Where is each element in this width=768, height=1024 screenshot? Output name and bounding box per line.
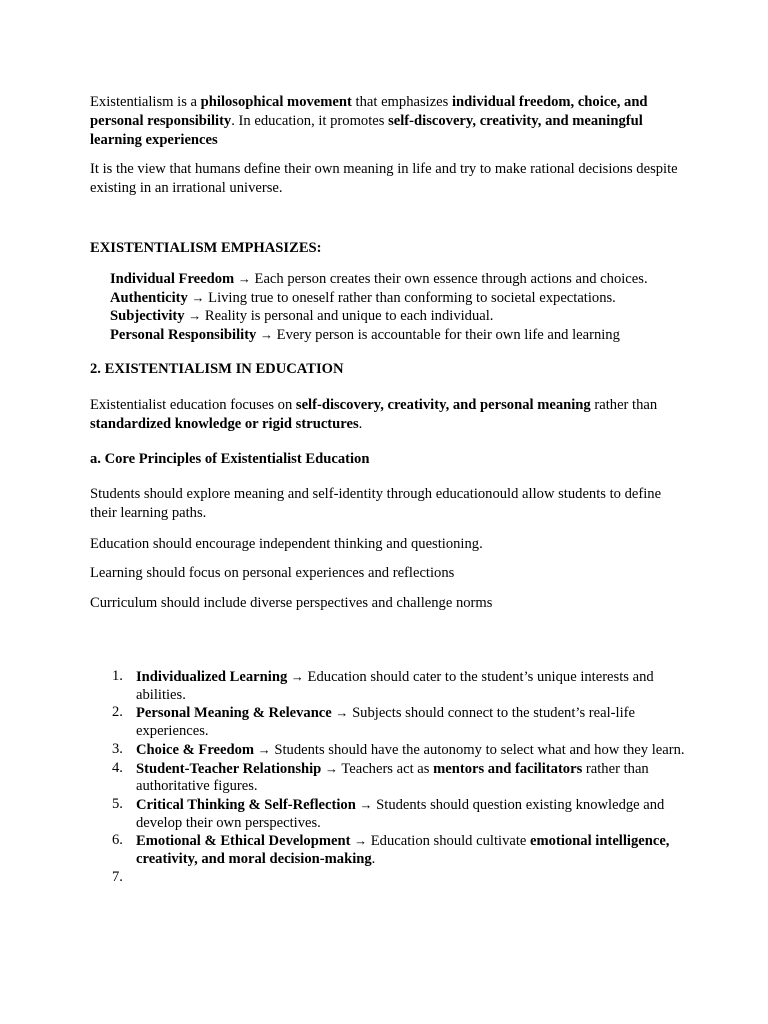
emphasizes-item xyxy=(110,307,710,326)
list-desc: Students should question existing knowledge and develop their own perspectives. xyxy=(136,796,665,831)
education-text-3: . xyxy=(358,416,363,432)
list-desc: Teachers act as xyxy=(337,760,434,777)
intro-bold-3: self-discovery, creativity, and meaningful learning experiences xyxy=(90,113,643,148)
arrow-icon: → xyxy=(237,271,251,286)
arrow-icon: → xyxy=(260,327,274,343)
list-number: 2. xyxy=(112,704,123,721)
intro-bold-2: individual freedom, choice, and personal responsibility xyxy=(90,94,648,129)
arrow-icon: → xyxy=(257,741,271,757)
arrow-icon: → xyxy=(359,796,373,812)
list-term: Student-Teacher Relationship xyxy=(136,760,322,777)
intro-bold-1: philosophical movement xyxy=(200,94,352,110)
emphasizes-item xyxy=(110,289,710,308)
intro-paragraph xyxy=(90,93,690,150)
list-number: 1. xyxy=(112,668,123,684)
list-item xyxy=(100,832,690,868)
arrow-icon: → xyxy=(188,308,202,324)
list-desc: Students should have the autonomy to select what and how they learn. xyxy=(270,741,685,758)
arrow-icon: → xyxy=(354,833,368,849)
principle-paragraph: Students should explore meaning and self-identity through educationould allow students to define their learning paths. xyxy=(90,486,662,521)
emphasizes-term: Authenticity xyxy=(110,289,188,306)
definition-paragraph: It is the view that humans define their own meaning in life and try to make rational decisions despite existing in an irrational universe. xyxy=(90,161,678,196)
list-number: 6. xyxy=(112,832,123,849)
principle-paragraph: Education should encourage independent thinking and questioning. xyxy=(90,536,483,552)
education-heading: 2. EXISTENTIALISM IN EDUCATION xyxy=(90,361,344,377)
intro-text-3: . In education, it promotes xyxy=(231,113,389,129)
list-number: 7. xyxy=(112,868,123,885)
education-text-1: Existentialist education focuses on xyxy=(90,397,296,413)
emphasizes-term: Individual Freedom xyxy=(110,271,235,287)
emphasizes-item xyxy=(110,270,710,289)
emphasizes-desc: Every person is accountable for their own life and learning xyxy=(273,327,620,344)
intro-text-2: that emphasizes xyxy=(351,94,452,110)
emphasizes-term: Personal Responsibility xyxy=(110,327,257,344)
list-item xyxy=(100,741,690,760)
numbered-list xyxy=(100,668,690,886)
emphasizes-list xyxy=(110,270,710,345)
list-item xyxy=(100,704,690,740)
emphasizes-desc: Living true to oneself rather than conforming to societal expectations. xyxy=(204,289,616,306)
education-text-2: rather than xyxy=(590,397,658,413)
education-bold-1: self-discovery, creativity, and personal meaning xyxy=(295,397,591,413)
principle-paragraph: Learning should focus on personal experiences and reflections xyxy=(90,565,455,581)
list-item xyxy=(100,760,690,796)
list-term: Personal Meaning & Relevance xyxy=(136,705,332,722)
intro-text-1: Existentialism is a xyxy=(90,94,201,110)
list-number: 4. xyxy=(112,759,123,776)
emphasizes-item xyxy=(110,326,710,345)
list-term: Choice & Freedom xyxy=(136,741,255,758)
list-term: Emotional & Ethical Development xyxy=(136,833,351,850)
principle-paragraph: Curriculum should include diverse perspectives and challenge norms xyxy=(90,595,493,611)
arrow-icon: → xyxy=(324,760,338,776)
list-desc: Subjects should connect to the student’s real-life experiences. xyxy=(136,705,635,740)
list-item xyxy=(100,796,690,832)
arrow-icon: → xyxy=(290,669,304,684)
list-number: 5. xyxy=(112,795,123,812)
list-desc-2: . xyxy=(371,851,376,868)
arrow-icon: → xyxy=(191,289,205,305)
emphasizes-heading: EXISTENTIALISM EMPHASIZES: xyxy=(90,240,322,256)
emphasizes-desc: Each person creates their own essence through actions and choices. xyxy=(250,271,648,287)
list-desc: Education should cultivate xyxy=(367,833,531,850)
arrow-icon: → xyxy=(335,705,349,721)
list-bold: mentors and facilitators xyxy=(433,760,583,777)
core-principles-heading: a. Core Principles of Existentialist Education xyxy=(90,451,370,467)
emphasizes-term: Subjectivity xyxy=(110,308,185,325)
list-item xyxy=(100,869,690,887)
list-desc-2: rather than authoritative figures. xyxy=(136,760,649,795)
emphasizes-desc: Reality is personal and unique to each individual. xyxy=(201,308,494,325)
list-term: Critical Thinking & Self-Reflection xyxy=(136,796,356,813)
list-item xyxy=(100,668,690,704)
list-bold: emotional intelligence, creativity, and moral decision-making xyxy=(136,833,670,868)
list-term: Individualized Learning xyxy=(136,669,288,685)
education-bold-2: standardized knowledge or rigid structures xyxy=(90,416,359,432)
list-desc: Education should cater to the student’s unique interests and abilities. xyxy=(136,669,654,703)
list-number: 3. xyxy=(112,740,123,757)
education-paragraph xyxy=(90,396,690,434)
